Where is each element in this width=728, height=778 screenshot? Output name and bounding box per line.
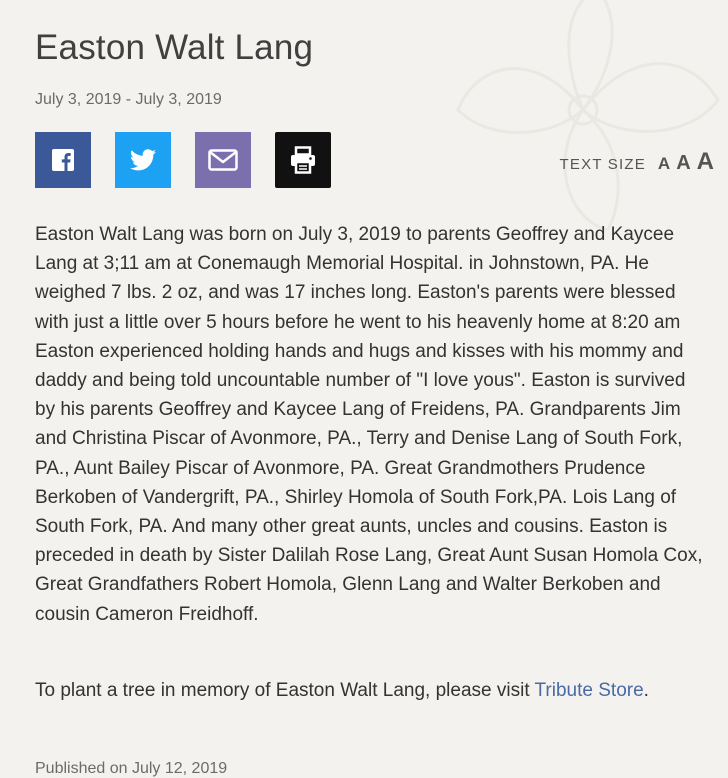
text-size-control — [560, 148, 714, 176]
facebook-share-button[interactable] — [35, 132, 91, 188]
published-date: Published on July 12, 2019 — [35, 760, 228, 777]
email-share-button[interactable] — [195, 132, 251, 188]
printer-icon — [288, 145, 318, 175]
text-size-large-button[interactable]: A — [696, 148, 714, 175]
envelope-icon — [208, 149, 238, 171]
tree-planting-note — [35, 676, 710, 706]
tree-note-period: . — [643, 680, 649, 701]
text-size-medium-button[interactable]: A — [676, 152, 691, 174]
text-size-label: TEXT SIZE — [559, 156, 646, 173]
share-buttons — [35, 132, 331, 188]
tree-note-text: To plant a tree in memory of Easton Walt Lang, please visit — [35, 680, 535, 701]
obituary-text: Easton Walt Lang was born on July 3, 2019 to parents Geoffrey and Kaycee Lang at 3;11 am at Conemaugh Memorial Hospital. in Johnstown, PA. He weighed 7 lbs. 2 oz, and was 17 inches long. Easton's parents were blessed with just a little over 5 hours before he went to his heavenly home at 8:20 am Easton experienced holding hands and hugs and kisses with his mommy and daddy and being told uncountable number of "I love yous". Easton is survived by his parents Geoffrey and Kaycee Lang of Freidens, PA. Grandparents Jim and Christina Piscar of Avonmore, PA., Terry and Denise Lang of South Fork, PA., Aunt Bailey Piscar of Avonmore, PA. Great Grandmothers Prudence Berkoben of Vandergrift, PA., Shirley Homola of South Fork,PA. Lois Lang of South Fork, PA. And many other great aunts, uncles and cousins. Easton is preceded in death by Sister Dalilah Rose Lang, Great Aunt Susan Homola Cox, Great Grandfathers Robert Homola, Glenn Lang and Walter Berkoben and cousin Cameron Freidhoff. — [35, 224, 703, 625]
print-button[interactable] — [275, 132, 331, 188]
life-dates: July 3, 2019 - July 3, 2019 — [35, 91, 222, 108]
text-size-small-button[interactable]: A — [657, 154, 671, 173]
facebook-icon — [51, 148, 75, 172]
twitter-share-button[interactable] — [115, 132, 171, 188]
twitter-icon — [130, 149, 156, 171]
page-title: Easton Walt Lang — [35, 28, 314, 67]
tribute-store-link[interactable]: Tribute Store — [534, 680, 644, 701]
